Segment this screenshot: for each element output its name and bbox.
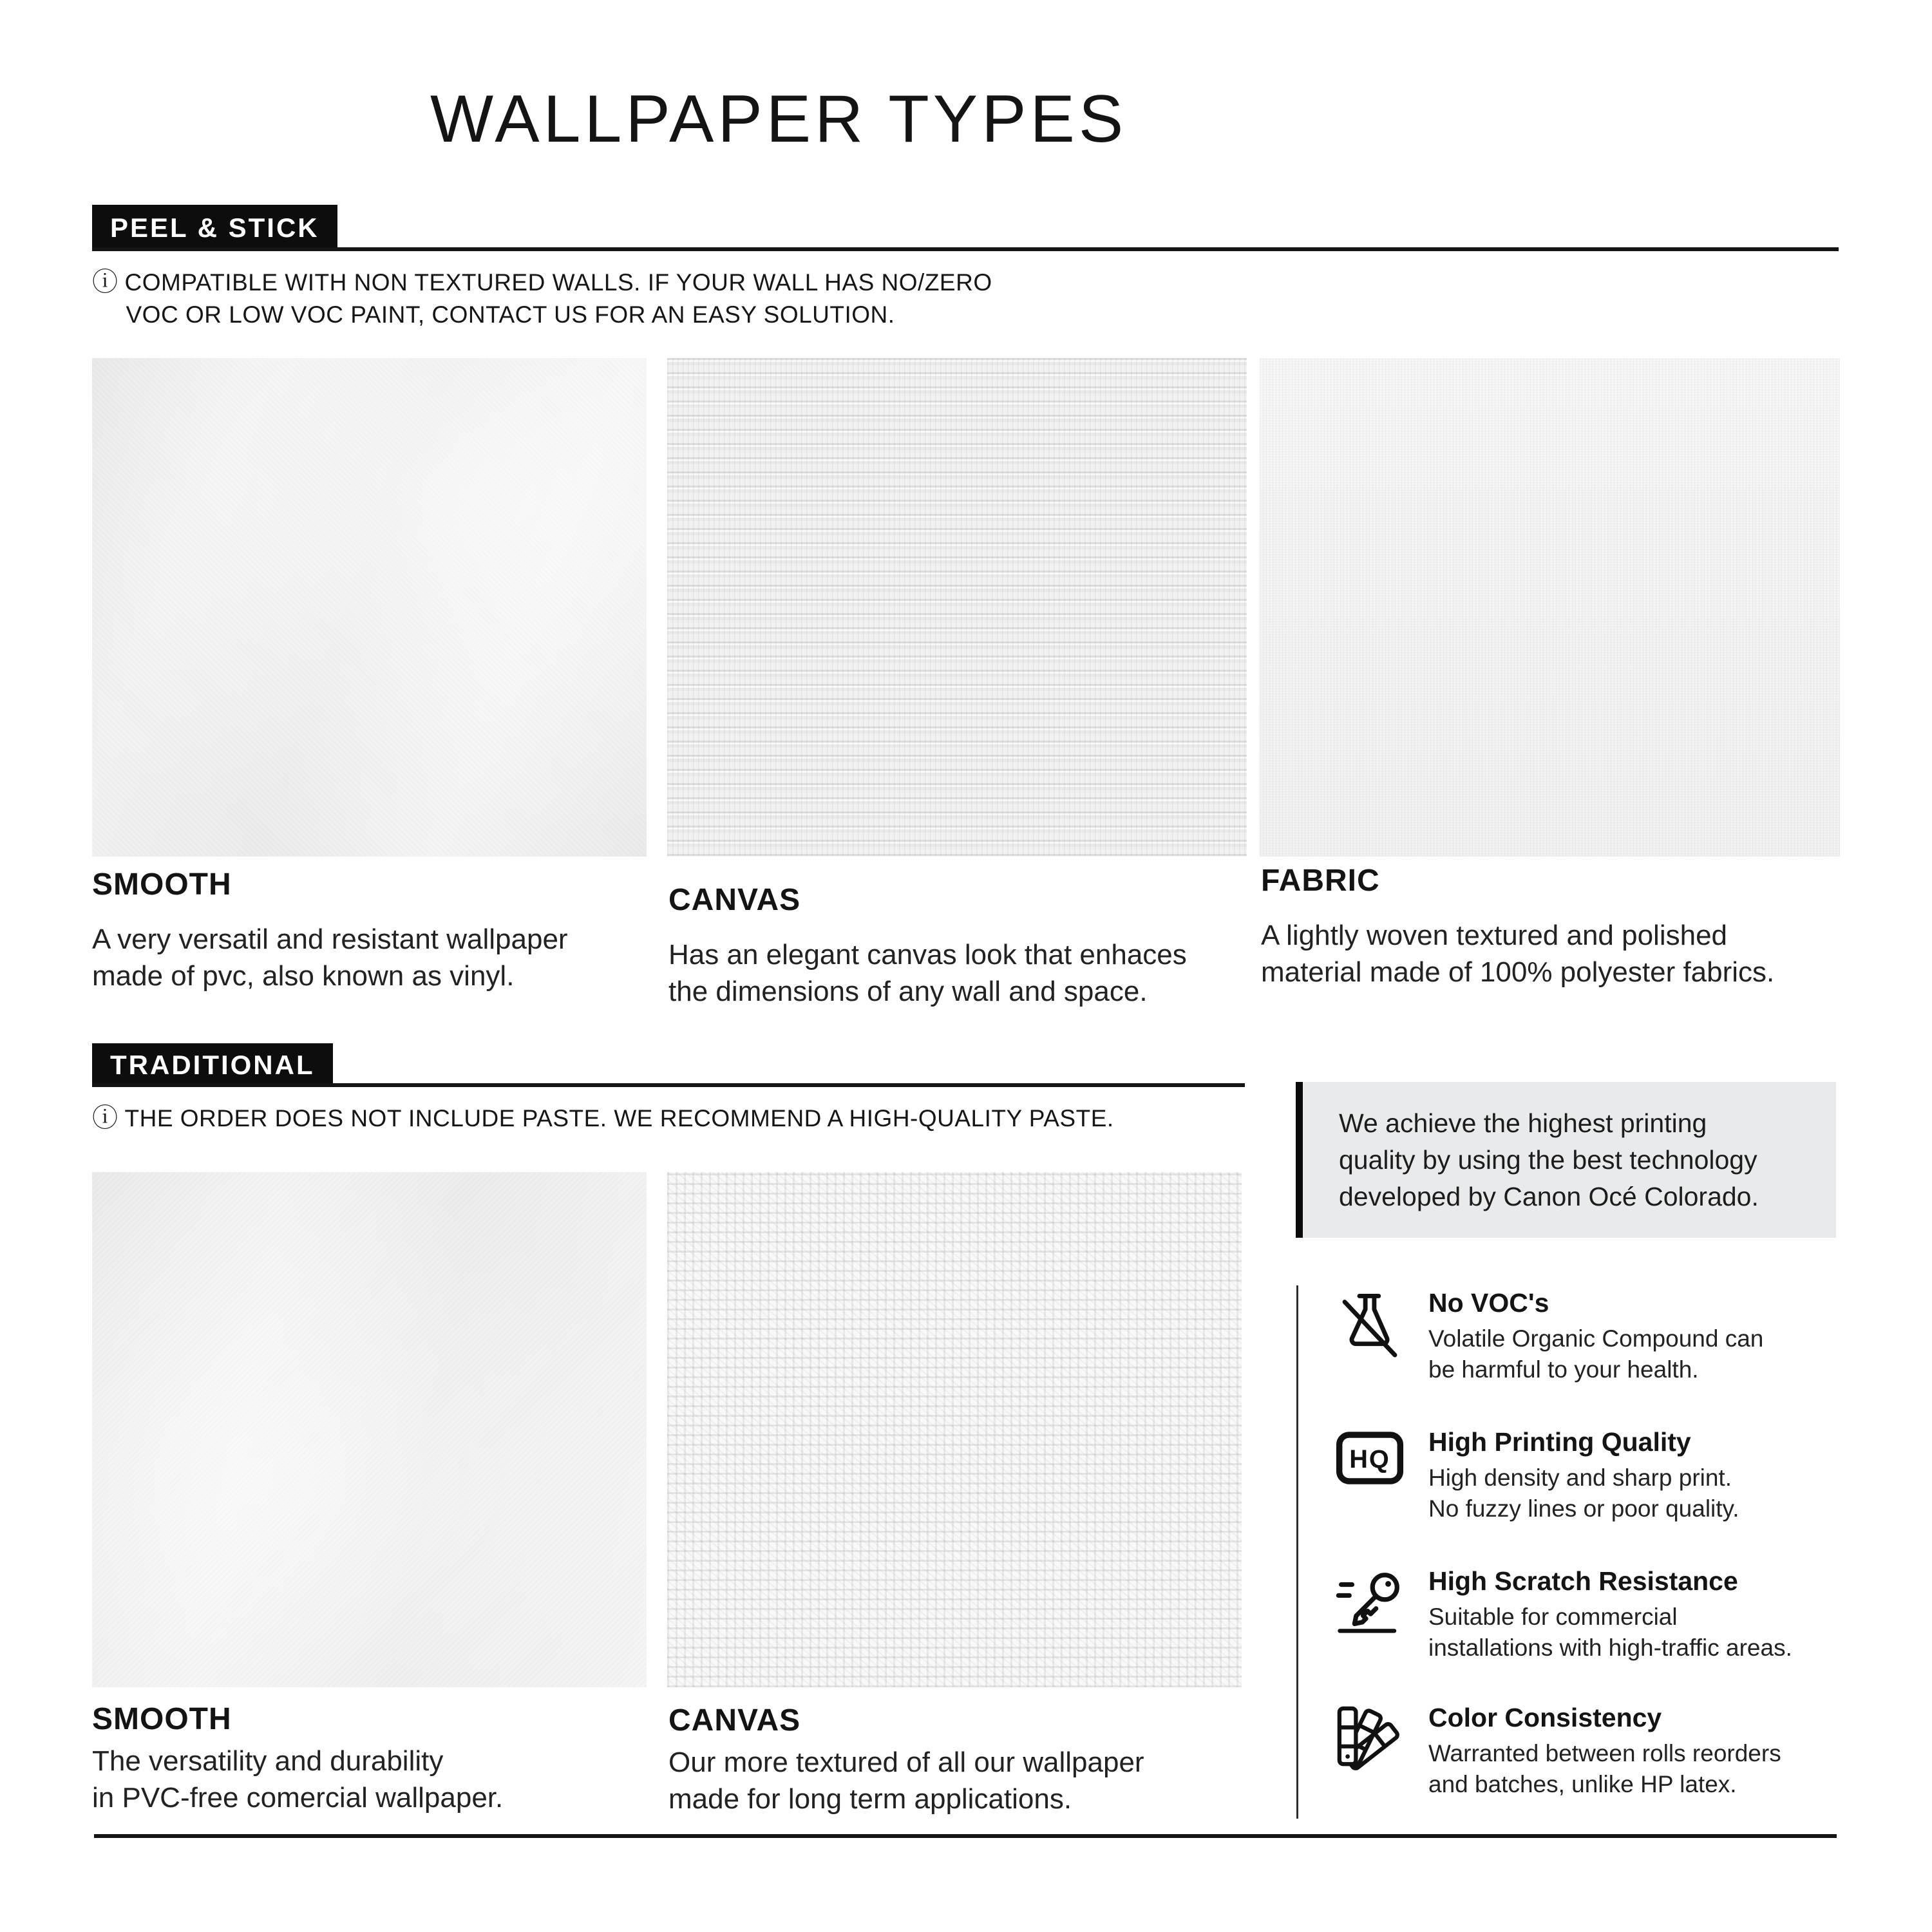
quality-note-line3: developed by Canon Océ Colorado.: [1339, 1182, 1759, 1211]
feature-hsr-title: High Scratch Resistance: [1428, 1566, 1738, 1596]
key-icon: [1334, 1564, 1405, 1647]
swatch-traditional-canvas-image: [667, 1172, 1242, 1687]
traditional-smooth-desc-line1: The versatility and durability: [92, 1745, 444, 1777]
feature-hpq-desc-line2: No fuzzy lines or poor quality.: [1428, 1495, 1739, 1522]
page-title: WALLPAPER TYPES: [430, 82, 1128, 156]
peel-canvas-desc-line1: Has an elegant canvas look that enhaces: [668, 939, 1187, 971]
section-label-traditional: [92, 1043, 333, 1087]
bottom-rule: [94, 1834, 1837, 1838]
peel-stick-rule: [92, 247, 1839, 251]
section-label-peel-stick-text: PEEL & STICK: [110, 213, 319, 243]
features-divider-line: [1296, 1285, 1298, 1819]
info-icon: ⓘ: [92, 268, 118, 296]
no-voc-flask-icon: [1334, 1285, 1405, 1369]
feature-no-voc-desc-line2: be harmful to your health.: [1428, 1356, 1699, 1383]
feature-no-voc-desc-line1: Volatile Organic Compound can: [1428, 1325, 1764, 1352]
traditional-smooth-title: SMOOTH: [92, 1702, 232, 1736]
peel-stick-note: [92, 267, 992, 331]
traditional-canvas-description: [668, 1744, 1144, 1817]
quality-note-line2: quality by using the best technology: [1339, 1145, 1757, 1175]
traditional-smooth-desc-line2: in PVC-free comercial wallpaper.: [92, 1782, 504, 1814]
feature-cc-title: Color Consistency: [1428, 1703, 1662, 1732]
feature-cc-desc-line1: Warranted between rolls reorders: [1428, 1740, 1781, 1766]
feature-cc-desc-line2: and batches, unlike HP latex.: [1428, 1771, 1737, 1797]
feature-no-voc-title: No VOC's: [1428, 1288, 1549, 1318]
feature-color-consistency: [1428, 1703, 1781, 1800]
peel-canvas-description: [668, 936, 1187, 1010]
peel-fabric-desc-line1: A lightly woven textured and polished: [1261, 920, 1728, 951]
feature-hpq-desc-line1: High density and sharp print.: [1428, 1464, 1732, 1491]
feature-hsr-desc-line1: Suitable for commercial: [1428, 1604, 1678, 1630]
peel-smooth-description: [92, 921, 568, 994]
peel-smooth-title: SMOOTH: [92, 867, 232, 902]
feature-hsr-desc-line2: installations with high-traffic areas.: [1428, 1634, 1792, 1661]
quality-note-line1: We achieve the highest printing: [1339, 1108, 1707, 1138]
peel-stick-note-line1: COMPATIBLE WITH NON TEXTURED WALLS. IF YOUR WALL HAS NO/ZERO: [124, 269, 992, 296]
swatch-peel-smooth-image: [92, 358, 647, 857]
feature-high-printing-quality-title: High Printing Quality: [1428, 1427, 1691, 1457]
traditional-note-text: THE ORDER DOES NOT INCLUDE PASTE. WE RECOMMEND A HIGH-QUALITY PASTE.: [124, 1105, 1114, 1132]
swatch-peel-fabric-image: [1260, 358, 1840, 857]
section-label-traditional-text: TRADITIONAL: [110, 1050, 315, 1080]
peel-fabric-title: FABRIC: [1261, 864, 1380, 898]
traditional-canvas-desc-line1: Our more textured of all our wallpaper: [668, 1747, 1144, 1778]
swatch-traditional-smooth-image: [92, 1172, 647, 1687]
feature-high-printing-quality: [1428, 1427, 1739, 1524]
section-label-peel-stick: [92, 205, 337, 251]
traditional-rule: [92, 1083, 1245, 1087]
traditional-note: [92, 1103, 1114, 1135]
peel-smooth-desc-line1: A very versatil and resistant wallpaper: [92, 923, 568, 955]
hq-icon-text: HQ: [1349, 1445, 1390, 1474]
peel-canvas-desc-line2: the dimensions of any wall and space.: [668, 976, 1148, 1007]
peel-stick-note-line2: VOC OR LOW VOC PAINT, CONTACT US FOR AN EASY SOLUTION.: [126, 301, 895, 328]
peel-canvas-title: CANVAS: [668, 883, 801, 917]
swatch-peel-canvas-image: [667, 358, 1247, 857]
peel-fabric-desc-line2: material made of 100% polyester fabrics.: [1261, 956, 1775, 988]
info-icon: ⓘ: [92, 1104, 118, 1132]
printing-quality-callout: [1296, 1082, 1836, 1238]
peel-fabric-description: [1261, 917, 1774, 990]
feature-no-voc: [1428, 1288, 1763, 1385]
traditional-canvas-desc-line2: made for long term applications.: [668, 1783, 1072, 1815]
hq-badge-icon: [1334, 1431, 1405, 1515]
peel-smooth-desc-line2: made of pvc, also known as vinyl.: [92, 960, 515, 992]
color-swatches-icon: [1334, 1700, 1405, 1784]
traditional-canvas-title: CANVAS: [668, 1703, 801, 1738]
feature-high-scratch-resistance: [1428, 1566, 1792, 1663]
traditional-smooth-description: [92, 1743, 503, 1816]
